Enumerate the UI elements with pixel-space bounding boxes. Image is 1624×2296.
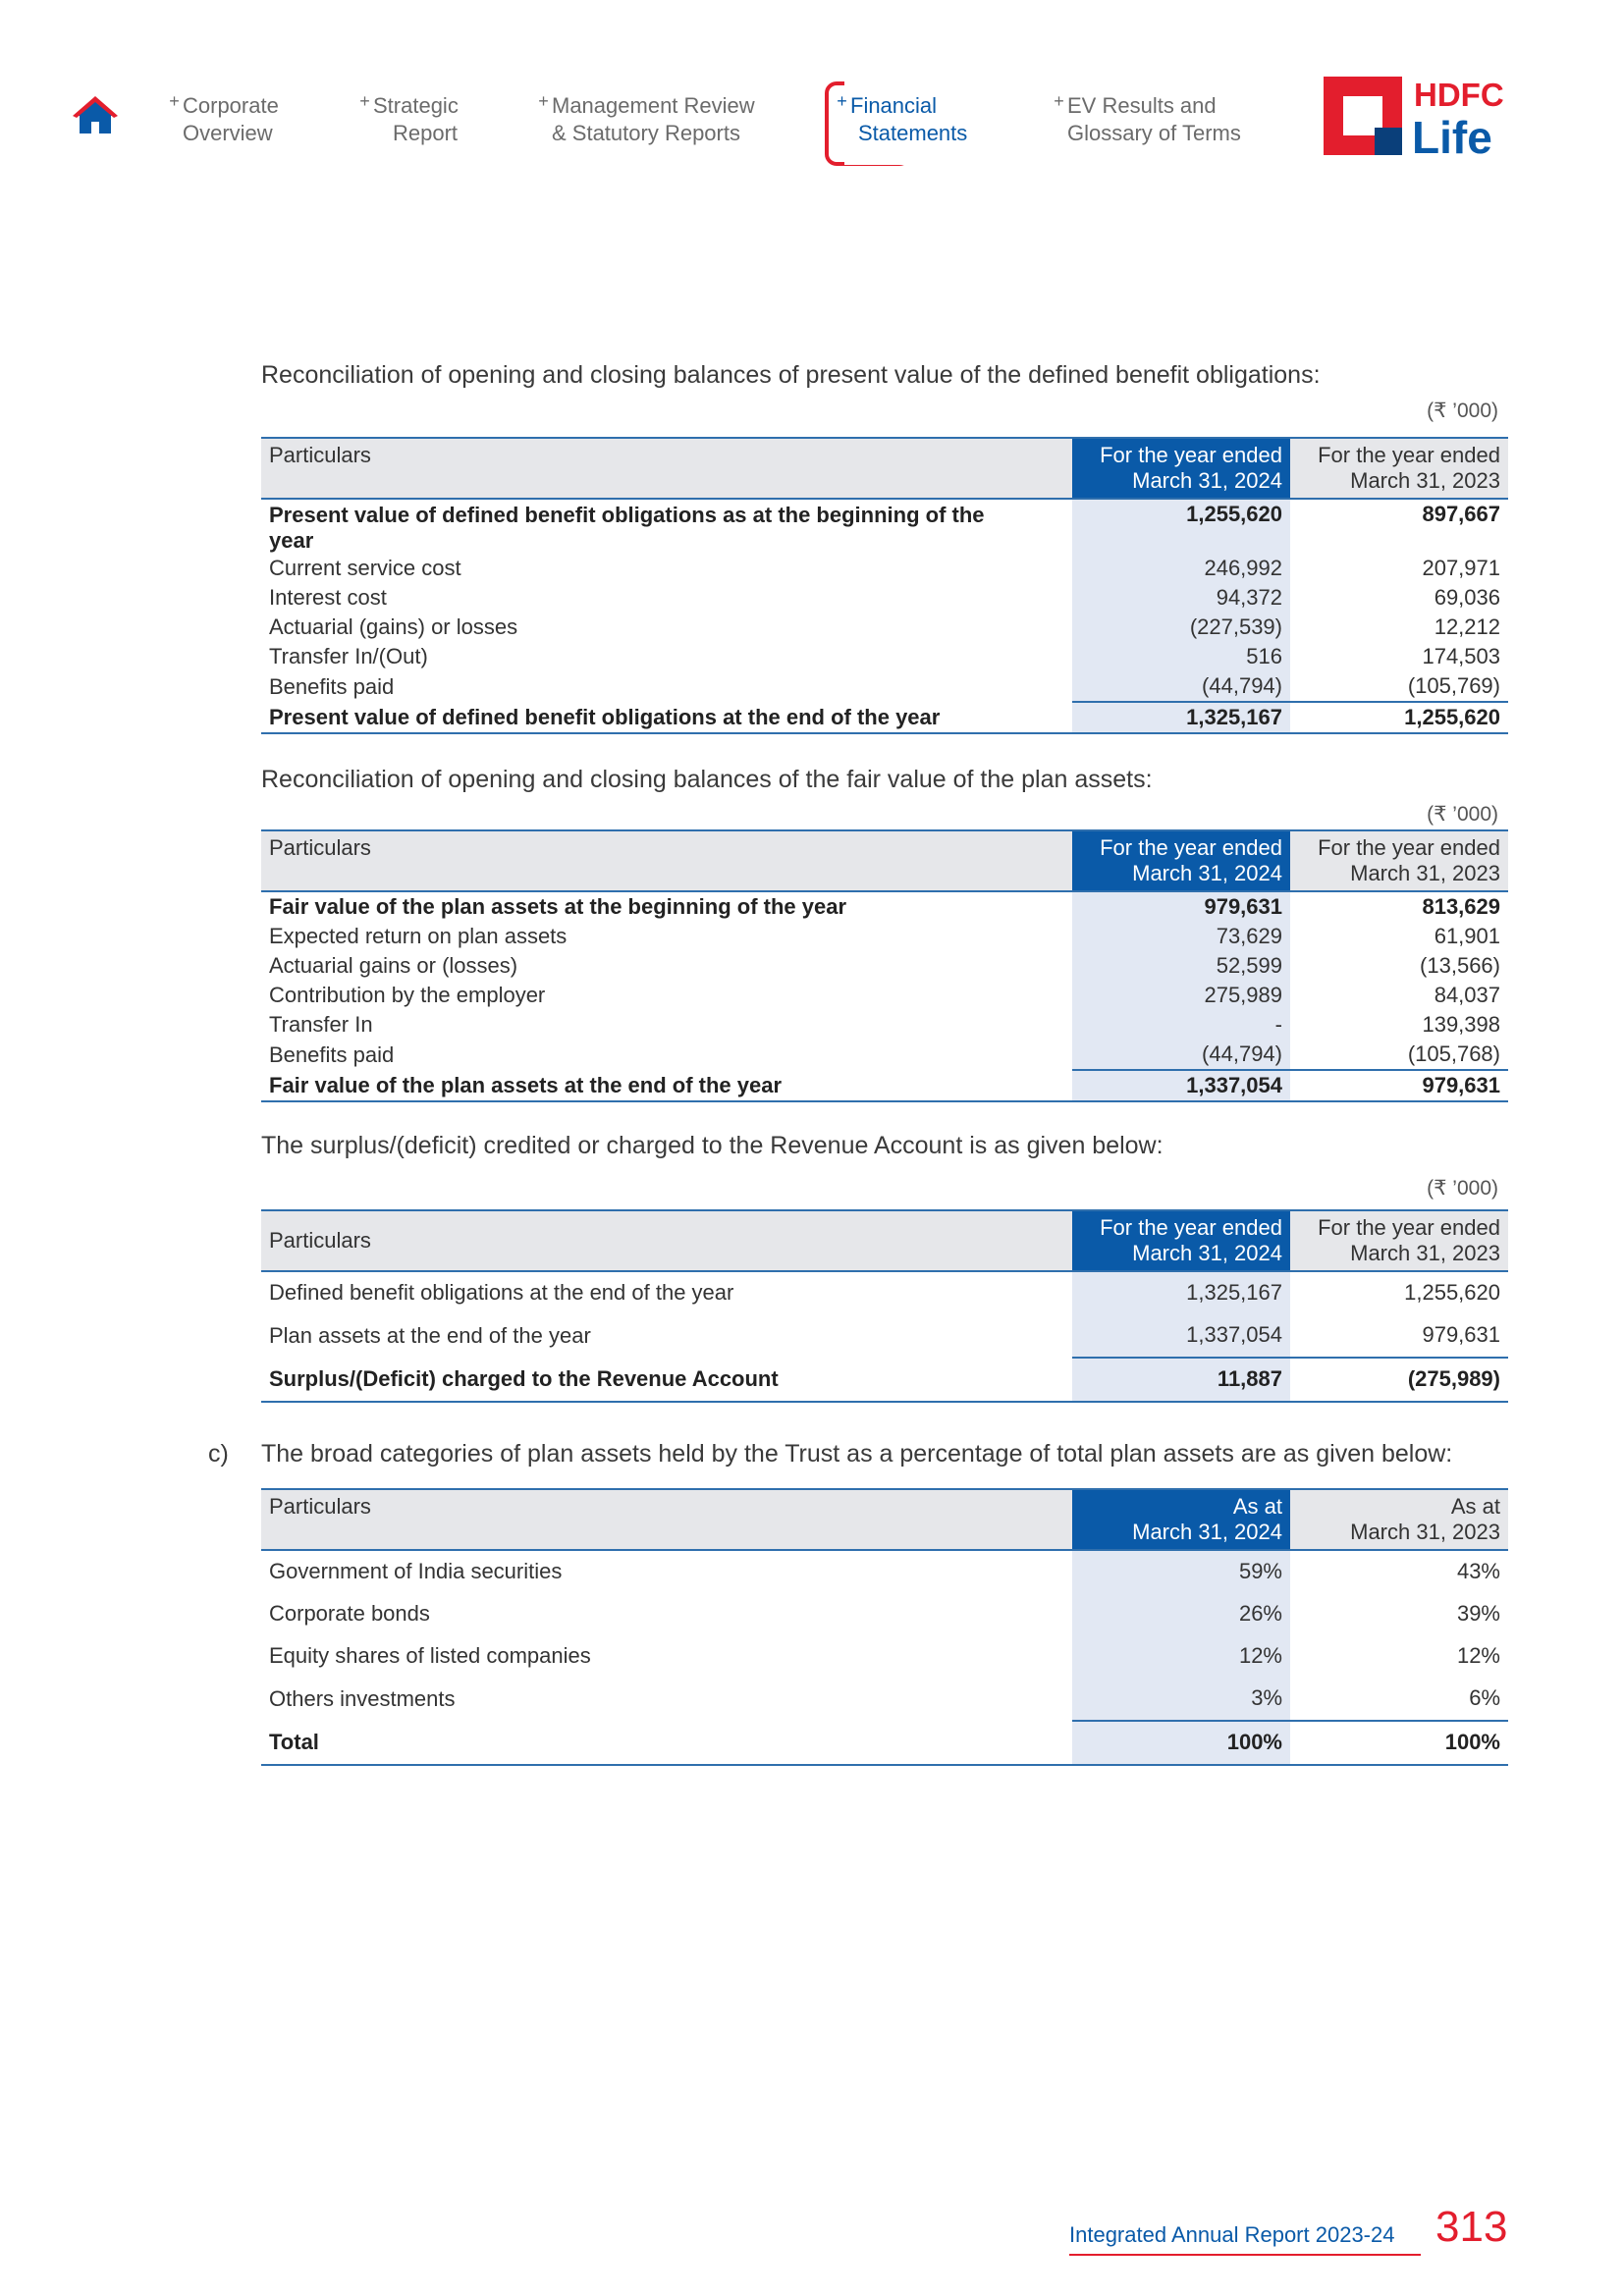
table-row: Current service cost 246,992 207,971 bbox=[261, 554, 1508, 583]
assets-section-title: Reconciliation of opening and closing balances of the fair value of the plan assets: bbox=[261, 766, 1153, 793]
nav-financial-statements[interactable] bbox=[837, 91, 968, 147]
nav-label: Report bbox=[393, 121, 459, 145]
nav-strategic-report[interactable] bbox=[359, 91, 459, 147]
nav-label: EV Results and bbox=[1067, 93, 1217, 118]
nav-label: Statements bbox=[858, 121, 968, 145]
nav-label: & Statutory Reports bbox=[552, 121, 740, 145]
previous-year-header: For the year ended March 31, 2023 bbox=[1290, 438, 1508, 499]
page-number: 313 bbox=[1435, 2203, 1508, 2251]
particulars-header: Particulars bbox=[261, 1489, 1072, 1550]
previous-date-header: As at March 31, 2023 bbox=[1290, 1489, 1508, 1550]
svg-text:HDFC: HDFC bbox=[1414, 77, 1504, 113]
table-row: Transfer In/(Out) 516 174,503 bbox=[261, 642, 1508, 671]
categories-section-title: The broad categories of plan assets held by the Trust as a percentage of total plan assets are as given below: bbox=[261, 1440, 1453, 1468]
nav-label: Overview bbox=[183, 121, 273, 145]
plan-asset-categories-table bbox=[261, 1488, 1508, 1766]
current-year-header: For the year ended March 31, 2024 bbox=[1072, 438, 1290, 499]
table-row: Actuarial gains or (losses) 52,599 (13,566) bbox=[261, 951, 1508, 981]
footer-underline bbox=[1069, 2254, 1421, 2256]
svg-text:Life: Life bbox=[1412, 112, 1492, 159]
plus-icon: + bbox=[538, 91, 549, 111]
unit-label: (₹ ’000) bbox=[1427, 803, 1498, 826]
table-row: Actuarial (gains) or losses (227,539) 12,212 bbox=[261, 613, 1508, 642]
table-row-total: Fair value of the plan assets at the end of the year 1,337,054 979,631 bbox=[261, 1070, 1508, 1101]
table-row: Transfer In - 139,398 bbox=[261, 1010, 1508, 1040]
table-header bbox=[261, 438, 1508, 499]
nav-label: Corporate bbox=[183, 93, 279, 118]
nav-label: Glossary of Terms bbox=[1067, 121, 1241, 145]
plus-icon: + bbox=[1054, 91, 1064, 111]
table-row: Expected return on plan assets 73,629 61,901 bbox=[261, 922, 1508, 951]
particulars-header: Particulars bbox=[261, 1210, 1072, 1271]
dbo-table bbox=[261, 437, 1508, 734]
unit-label: (₹ ’000) bbox=[1427, 1177, 1498, 1200]
nav-label: Management Review bbox=[552, 93, 755, 118]
nav-label: Financial bbox=[850, 93, 938, 118]
nav-label: Strategic bbox=[373, 93, 459, 118]
table-row: Defined benefit obligations at the end of the year 1,325,167 1,255,620 bbox=[261, 1271, 1508, 1314]
plus-icon: + bbox=[359, 91, 370, 111]
current-year-header: For the year ended March 31, 2024 bbox=[1072, 1210, 1290, 1271]
particulars-header: Particulars bbox=[261, 830, 1072, 891]
table-row: Present value of defined benefit obligations as at the beginning of the year 1,255,620 897,667 bbox=[261, 499, 1508, 554]
table-row-total: Total 100% 100% bbox=[261, 1721, 1508, 1765]
previous-year-header: For the year ended March 31, 2023 bbox=[1290, 1210, 1508, 1271]
plus-icon: + bbox=[837, 91, 847, 111]
table-row-total: Present value of defined benefit obligations at the end of the year 1,325,167 1,255,620 bbox=[261, 702, 1508, 733]
plus-icon: + bbox=[169, 91, 180, 111]
table-row: Contribution by the employer 275,989 84,037 bbox=[261, 981, 1508, 1010]
surplus-table bbox=[261, 1209, 1508, 1403]
table-row: Fair value of the plan assets at the beginning of the year 979,631 813,629 bbox=[261, 891, 1508, 922]
table-header bbox=[261, 830, 1508, 891]
current-year-header: For the year ended March 31, 2024 bbox=[1072, 830, 1290, 891]
table-header bbox=[261, 1210, 1508, 1271]
dbo-section-title: Reconciliation of opening and closing balances of present value of the defined benefit obligations: bbox=[261, 361, 1321, 389]
nav-ev-results[interactable] bbox=[1054, 91, 1241, 147]
unit-label: (₹ ’000) bbox=[1427, 400, 1498, 422]
report-title: Integrated Annual Report 2023-24 bbox=[1069, 2222, 1395, 2247]
table-row: Plan assets at the end of the year 1,337,054 979,631 bbox=[261, 1314, 1508, 1358]
table-row: Corporate bonds 26% 39% bbox=[261, 1593, 1508, 1635]
table-row: Interest cost 94,372 69,036 bbox=[261, 583, 1508, 613]
table-row: Benefits paid (44,794) (105,768) bbox=[261, 1040, 1508, 1070]
table-row: Equity shares of listed companies 12% 12% bbox=[261, 1635, 1508, 1678]
table-row: Government of India securities 59% 43% bbox=[261, 1550, 1508, 1593]
particulars-header: Particulars bbox=[261, 438, 1072, 499]
previous-year-header: For the year ended March 31, 2023 bbox=[1290, 830, 1508, 891]
nav-management-review[interactable] bbox=[538, 91, 755, 147]
list-marker: c) bbox=[208, 1440, 229, 1468]
surplus-section-title: The surplus/(deficit) credited or charged to the Revenue Account is as given below: bbox=[261, 1132, 1164, 1159]
table-header bbox=[261, 1489, 1508, 1550]
plan-assets-table bbox=[261, 829, 1508, 1102]
table-row-total: Surplus/(Deficit) charged to the Revenue Account 11,887 (275,989) bbox=[261, 1358, 1508, 1402]
current-date-header: As at March 31, 2024 bbox=[1072, 1489, 1290, 1550]
hdfc-life-logo bbox=[1324, 75, 1512, 159]
home-icon[interactable] bbox=[73, 95, 118, 136]
table-row: Benefits paid (44,794) (105,769) bbox=[261, 671, 1508, 702]
nav-corporate-overview[interactable] bbox=[169, 91, 279, 147]
table-row: Others investments 3% 6% bbox=[261, 1678, 1508, 1721]
